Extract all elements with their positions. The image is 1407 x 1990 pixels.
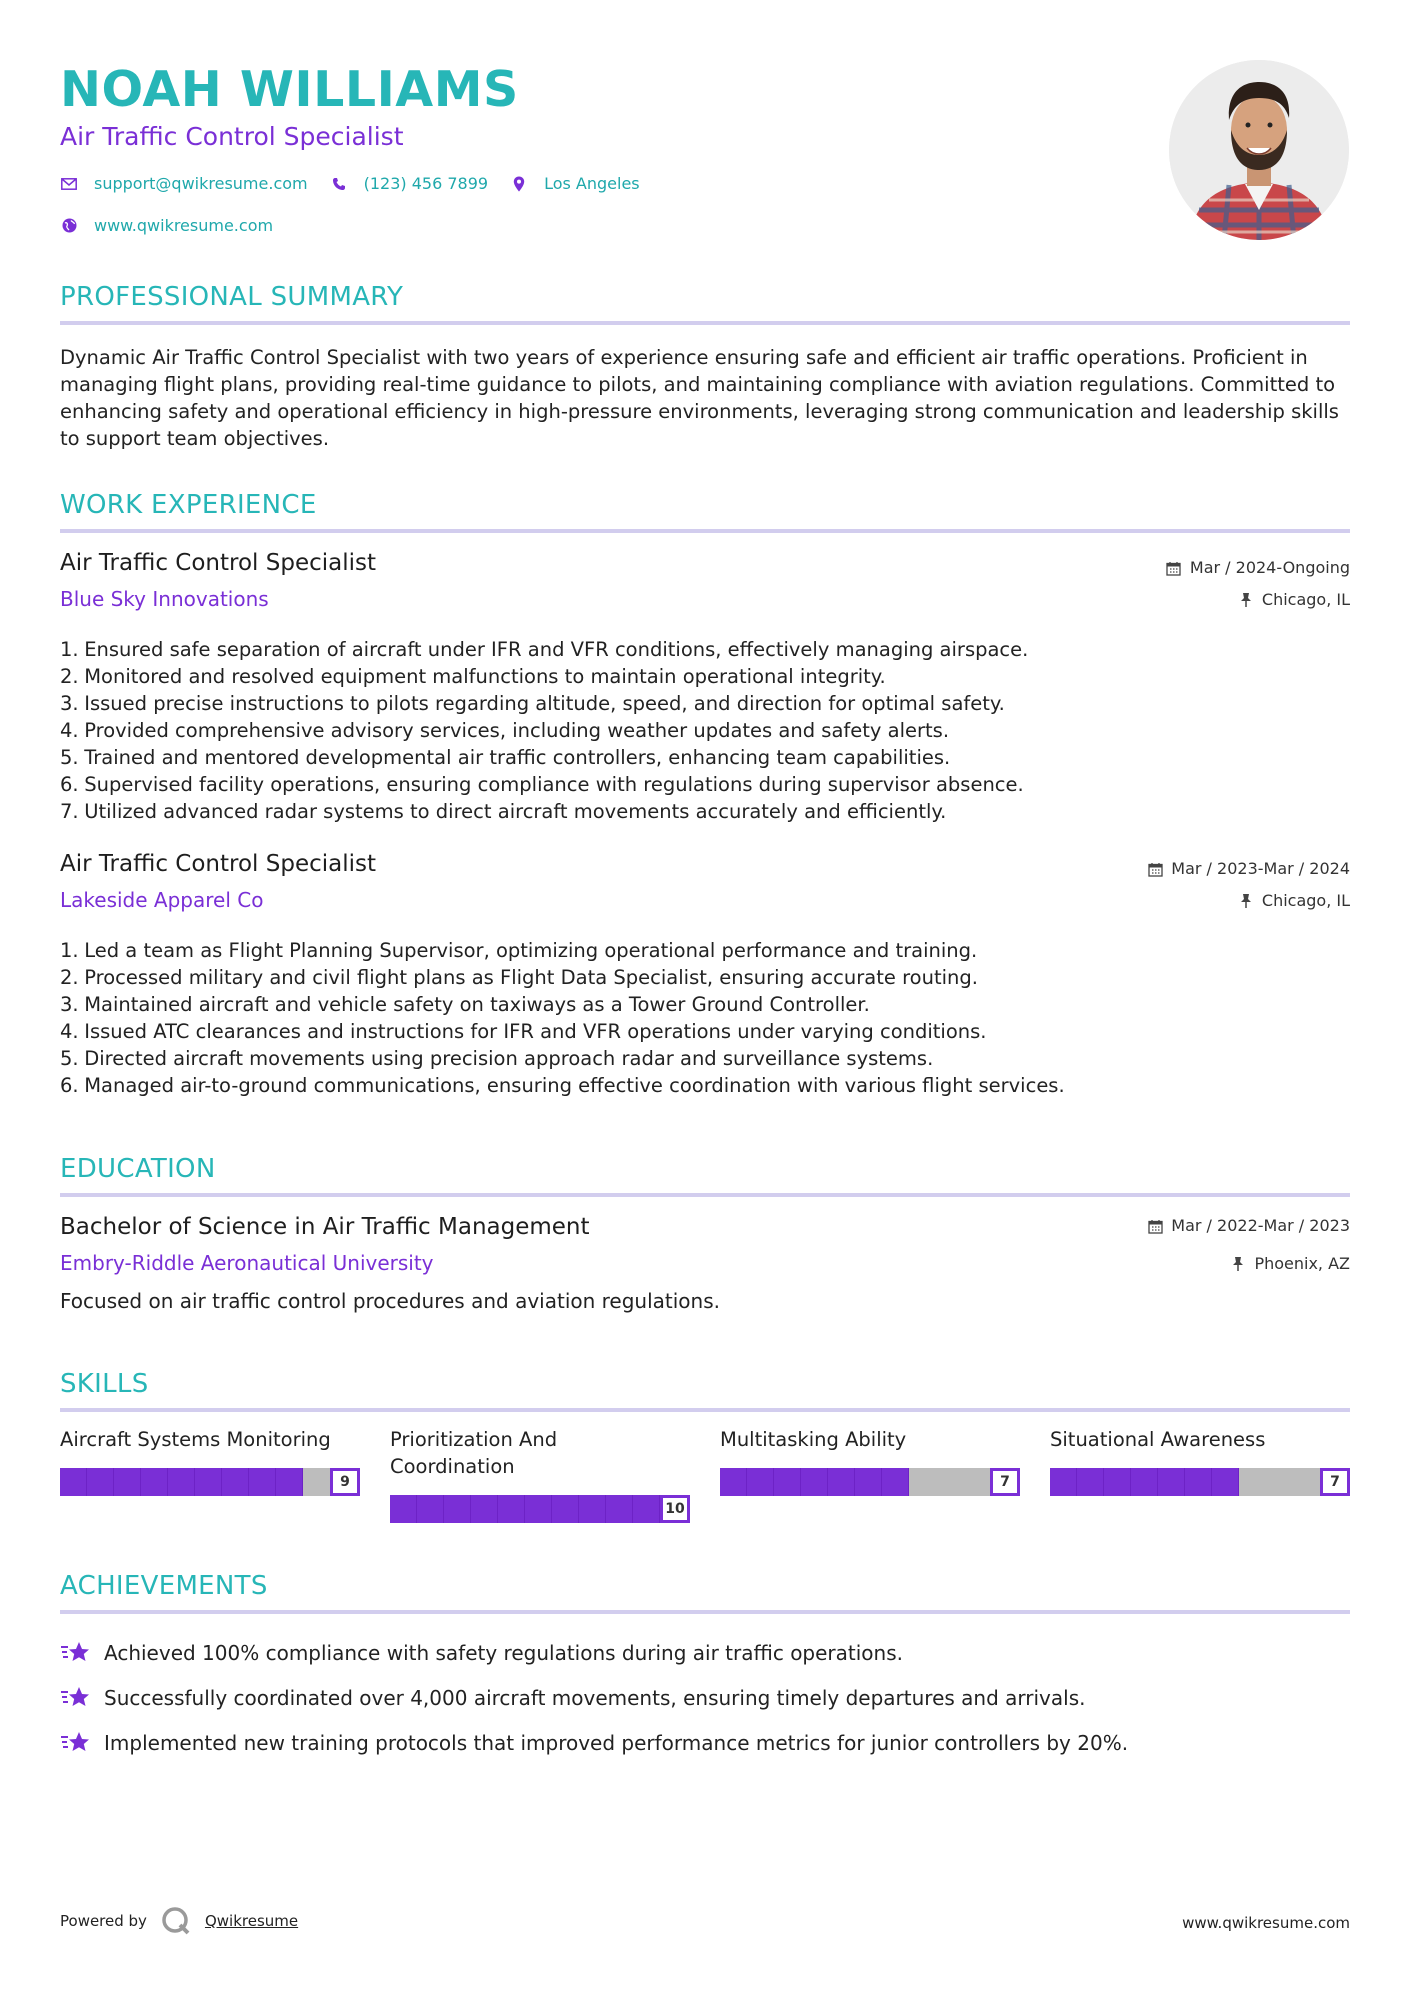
envelope-icon [60,175,78,193]
skill-segment [855,1468,882,1496]
achievement-text: Successfully coordinated over 4,000 aircraft movements, ensuring timely departures and arrivals. [104,1685,1086,1710]
section-title-skills: SKILLS [60,1369,149,1399]
qwikresume-logo-icon [161,1906,191,1936]
website-text: www.qwikresume.com [94,216,274,235]
contact-email[interactable] [60,174,308,193]
skill-track [390,1495,660,1523]
skill-segment [114,1468,141,1496]
skill-segment [606,1495,633,1523]
list-item [60,1675,1350,1720]
skill-segment [60,1468,87,1496]
skill-segment [1050,1468,1077,1496]
job-bullets [60,937,1350,1099]
skill-level: 7 [990,1468,1020,1496]
education-dates [1147,1216,1350,1236]
list-item: 6. Supervised facility operations, ensuring compliance with regulations during supervisor absence. [60,773,1024,796]
email-text: support@qwikresume.com [94,174,308,193]
skill-segment [579,1495,606,1523]
skill-segment [720,1468,747,1496]
list-item: 3. Maintained aircraft and vehicle safety on taxiways as a Tower Ground Controller. [60,993,870,1016]
star-icon [60,1683,92,1713]
skills-grid [60,1426,1350,1556]
education-dates-text: Mar / 2022-Mar / 2023 [1171,1216,1350,1235]
job-dates [1147,859,1350,879]
list-item: 4. Provided comprehensive advisory services, including weather updates and safety alerts. [60,719,950,742]
contact-location [510,174,640,193]
skill-segment [828,1468,855,1496]
skill-item [720,1426,1020,1490]
star-icon [60,1728,92,1758]
list-item: 7. Utilized advanced radar systems to direct aircraft movements accurately and efficiently. [60,800,947,823]
contact-row-web [60,216,295,235]
list-item [60,1720,1350,1765]
list-item: 2. Monitored and resolved equipment malfunctions to maintain operational integrity. [60,665,886,688]
calendar-icon [1147,1218,1163,1234]
section-divider [60,1193,1350,1197]
job-title: Air Traffic Control Specialist [60,851,377,877]
footer-powered [60,1906,298,1936]
bullet-text: Led a team as Flight Planning Supervisor, optimizing operational performance and training. [84,939,978,962]
skill-bar [720,1468,1020,1496]
skill-level: 7 [1320,1468,1350,1496]
star-icon [60,1638,92,1668]
skill-segment [525,1495,552,1523]
bullet-text: Directed aircraft movements using precision approach radar and surveillance systems. [84,1047,934,1070]
skill-segment [1131,1468,1158,1496]
skill-segment [417,1495,444,1523]
list-item: 2. Processed military and civil flight plans as Flight Data Specialist, ensuring accurate routing. [60,966,978,989]
contact-row [60,174,662,193]
skill-segment [141,1468,168,1496]
section-divider [60,529,1350,533]
calendar-icon [1147,861,1163,877]
bullet-text: Trained and mentored developmental air traffic controllers, enhancing team capabilities. [84,746,951,769]
skill-segment [1158,1468,1185,1496]
job-company: Blue Sky Innovations [60,587,269,611]
bullet-text: Maintained aircraft and vehicle safety on taxiways as a Tower Ground Controller. [84,993,870,1016]
pushpin-icon [1230,1256,1246,1272]
skill-segment [471,1495,498,1523]
phone-icon [330,175,348,193]
powered-by-label: Powered by [60,1912,147,1930]
pushpin-icon [1238,893,1254,909]
education-location [1230,1254,1350,1274]
job-dates [1166,558,1350,578]
bullet-text: Provided comprehensive advisory services, including weather updates and safety alerts. [84,719,950,742]
skill-label: Prioritization And Coordination [390,1428,558,1478]
skill-track [1050,1468,1320,1496]
skill-item [390,1426,690,1517]
skill-segment [774,1468,801,1496]
section-divider [60,1408,1350,1412]
candidate-name: NOAH WILLIAMS [60,61,519,118]
skill-bar [60,1468,360,1496]
section-title-experience: WORK EXPERIENCE [60,490,317,520]
footer-website[interactable]: www.qwikresume.com [1182,1914,1350,1932]
section-title-education: EDUCATION [60,1154,216,1184]
bullet-text: Issued ATC clearances and instructions for IFR and VFR operations under varying conditions. [84,1020,987,1043]
skill-bar [390,1495,690,1523]
contact-phone[interactable] [330,174,488,193]
skill-segment [195,1468,222,1496]
job-entry [60,548,1350,828]
phone-text: (123) 456 7899 [363,174,489,193]
job-title: Air Traffic Control Specialist [60,550,377,576]
skill-segment [87,1468,114,1496]
achievements-list [60,1630,1350,1765]
skill-segment [1212,1468,1239,1496]
education-location-text: Phoenix, AZ [1254,1254,1350,1273]
skill-segment [390,1495,417,1523]
footer [60,1900,1350,1940]
job-location-text: Chicago, IL [1261,590,1350,609]
list-item: 5. Trained and mentored developmental air traffic controllers, enhancing team capabilities. [60,746,951,769]
bullet-text: Supervised facility operations, ensuring compliance with regulations during supervisor absence. [84,773,1024,796]
skill-label: Aircraft Systems Monitoring [60,1428,331,1451]
skill-item [60,1426,360,1490]
map-pin-icon [510,175,528,193]
candidate-title: Air Traffic Control Specialist [60,122,404,151]
section-divider [60,1610,1350,1614]
bullet-text: Managed air-to-ground communications, ensuring effective coordination with various flight services. [84,1074,1065,1097]
skill-segment [498,1495,525,1523]
job-location [1238,891,1350,911]
pushpin-icon [1238,592,1254,608]
skill-segment [276,1468,303,1496]
skill-bar [1050,1468,1350,1496]
achievement-text: Achieved 100% compliance with safety regulations during air traffic operations. [104,1640,903,1665]
bullet-text: Ensured safe separation of aircraft under IFR and VFR conditions, effectively managing airspace. [84,638,1029,661]
skill-level: 10 [660,1495,690,1523]
skill-segment [222,1468,249,1496]
skill-segment [882,1468,909,1496]
section-divider [60,321,1350,325]
resume-header [60,60,1350,250]
skill-label: Situational Awareness [1050,1428,1266,1451]
skill-item [1050,1426,1350,1490]
achievement-text: Implemented new training protocols that improved performance metrics for junior controllers by 20%. [104,1730,1129,1755]
list-item: 4. Issued ATC clearances and instructions for IFR and VFR operations under varying conditions. [60,1020,987,1043]
bullet-text: Issued precise instructions to pilots regarding altitude, speed, and direction for optimal safety. [84,692,1005,715]
list-item: 6. Managed air-to-ground communications, ensuring effective coordination with various flight services. [60,1074,1065,1097]
calendar-icon [1166,560,1182,576]
job-dates-text: Mar / 2024-Ongoing [1189,558,1350,577]
skill-track [60,1468,330,1496]
summary-text: Dynamic Air Traffic Control Specialist with two years of experience ensuring safe and efficient air traffic operations. Proficient in managing flight plans, providing real-time guidance to pilots, and maintaining compliance with aviation regulations. Committed to enhancing safety and operational efficiency in high-pressure environments, leveraging strong communication and leadership skills to support team objectives. [60,346,1339,450]
education-description: Focused on air traffic control procedures and aviation regulations. [60,1289,720,1313]
school-name: Embry-Riddle Aeronautical University [60,1251,434,1275]
job-entry [60,849,1350,1109]
location-text: Los Angeles [544,174,640,193]
education-entry [60,1212,1350,1322]
globe-icon [60,217,78,235]
bullet-text: Monitored and resolved equipment malfunctions to maintain operational integrity. [84,665,886,688]
bullet-text: Processed military and civil flight plans as Flight Data Specialist, ensuring accurate routing. [84,966,978,989]
skill-segment [1185,1468,1212,1496]
section-title-achievements: ACHIEVEMENTS [60,1571,268,1601]
list-item: 3. Issued precise instructions to pilots regarding altitude, speed, and direction for optimal safety. [60,692,1005,715]
list-item [60,1630,1350,1675]
bullet-text: Utilized advanced radar systems to direct aircraft movements accurately and efficiently. [84,800,947,823]
job-bullets [60,636,1350,825]
list-item: 1. Led a team as Flight Planning Supervisor, optimizing operational performance and training. [60,939,978,962]
job-location-text: Chicago, IL [1261,891,1350,910]
skill-level: 9 [330,1468,360,1496]
skill-segment [1104,1468,1131,1496]
skill-segment [249,1468,276,1496]
footer-brand-link[interactable]: Qwikresume [204,1912,299,1930]
avatar [1169,60,1349,240]
skill-segment [168,1468,195,1496]
section-title-summary: PROFESSIONAL SUMMARY [60,282,404,312]
list-item: 5. Directed aircraft movements using precision approach radar and surveillance systems. [60,1047,934,1070]
skill-segment [552,1495,579,1523]
job-location [1238,590,1350,610]
degree-title: Bachelor of Science in Air Traffic Management [60,1214,590,1240]
skill-segment [747,1468,774,1496]
contact-website[interactable] [60,216,273,235]
job-dates-text: Mar / 2023-Mar / 2024 [1171,859,1350,878]
job-company: Lakeside Apparel Co [60,888,264,912]
skill-label: Multitasking Ability [720,1428,907,1451]
skill-segment [633,1495,660,1523]
skill-segment [1077,1468,1104,1496]
list-item: 1. Ensured safe separation of aircraft under IFR and VFR conditions, effectively managing airspace. [60,638,1029,661]
skill-segment [444,1495,471,1523]
skill-segment [801,1468,828,1496]
skill-track [720,1468,990,1496]
